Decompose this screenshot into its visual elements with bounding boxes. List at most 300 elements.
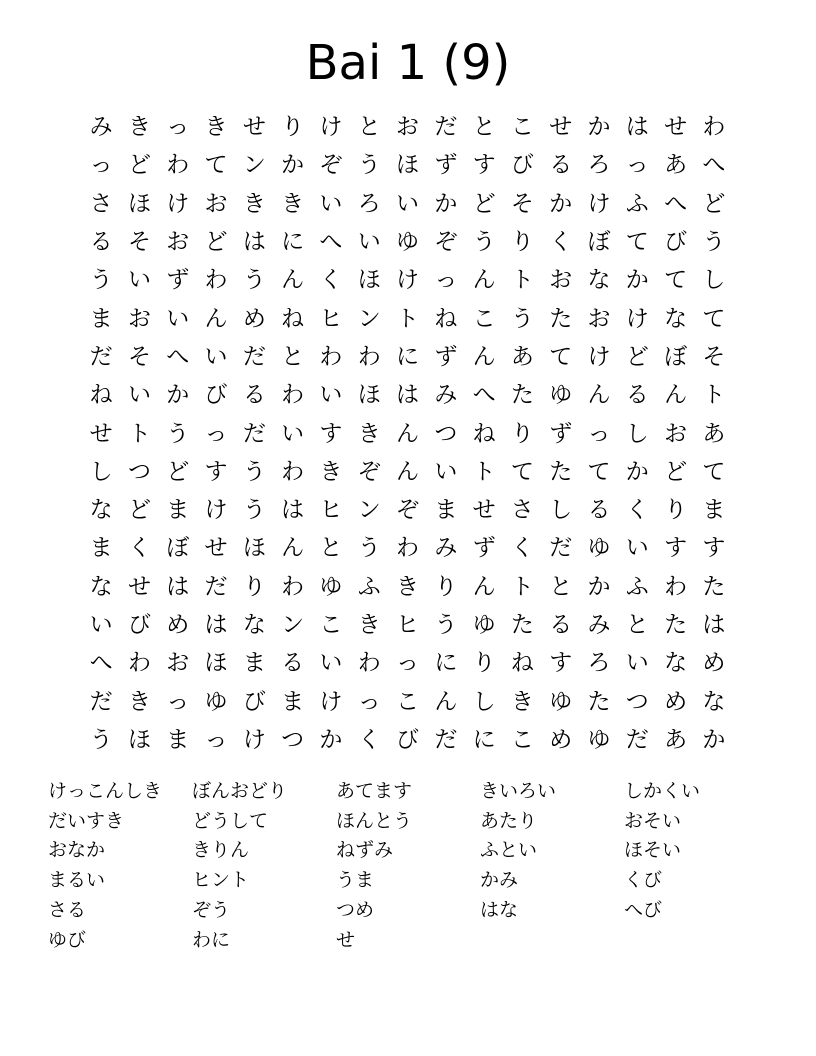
grid-cell[interactable]: は: [702, 612, 726, 638]
grid-cell[interactable]: ん: [281, 535, 305, 562]
grid-cell[interactable]: わ: [357, 650, 381, 677]
grid-cell[interactable]: て: [587, 458, 611, 485]
grid-cell[interactable]: そ: [127, 229, 151, 256]
grid-cell[interactable]: め: [166, 612, 190, 638]
grid-cell[interactable]: た: [549, 305, 573, 332]
grid-cell[interactable]: い: [319, 382, 343, 409]
grid-cell[interactable]: く: [549, 229, 573, 256]
grid-cell[interactable]: だ: [549, 535, 573, 562]
grid-cell[interactable]: だ: [242, 420, 266, 447]
grid-cell[interactable]: へ: [319, 229, 343, 256]
grid-cell[interactable]: ぞ: [357, 458, 381, 485]
grid-cell[interactable]: か: [625, 267, 649, 294]
grid-cell[interactable]: み: [587, 612, 611, 638]
grid-cell[interactable]: い: [357, 229, 381, 256]
grid-cell[interactable]: ほ: [357, 267, 381, 294]
grid-cell[interactable]: ど: [625, 343, 649, 370]
grid-cell[interactable]: け: [587, 190, 611, 217]
grid-cell[interactable]: は: [166, 573, 190, 600]
grid-cell[interactable]: わ: [396, 535, 420, 562]
grid-cell[interactable]: し: [549, 497, 573, 524]
grid-cell[interactable]: お: [166, 229, 190, 256]
grid-cell[interactable]: た: [664, 612, 688, 638]
grid-cell[interactable]: り: [281, 114, 305, 141]
grid-cell[interactable]: あ: [702, 420, 726, 447]
grid-cell[interactable]: そ: [702, 343, 726, 370]
grid-cell[interactable]: ど: [204, 229, 228, 256]
grid-cell[interactable]: た: [549, 458, 573, 485]
grid-cell[interactable]: ど: [472, 190, 496, 217]
grid-cell[interactable]: て: [625, 229, 649, 256]
grid-cell[interactable]: て: [664, 267, 688, 294]
grid-cell[interactable]: と: [472, 114, 496, 141]
grid-cell[interactable]: つ: [434, 420, 458, 447]
grid-row: [82, 529, 733, 567]
grid-cell[interactable]: せ: [89, 420, 113, 447]
grid-cell[interactable]: い: [89, 612, 113, 638]
grid-cell[interactable]: び: [664, 229, 688, 256]
grid-cell[interactable]: ず: [472, 535, 496, 562]
grid-cell[interactable]: ほ: [204, 650, 228, 677]
grid-cell[interactable]: わ: [357, 343, 381, 370]
grid-cell[interactable]: ど: [127, 497, 151, 524]
grid-cell[interactable]: ろ: [587, 152, 611, 179]
grid-cell[interactable]: ま: [702, 497, 726, 524]
grid-cell[interactable]: ん: [472, 573, 496, 600]
grid-cell[interactable]: っ: [204, 726, 228, 753]
grid-cell[interactable]: て: [702, 305, 726, 332]
grid-cell[interactable]: な: [242, 612, 266, 638]
grid-cell[interactable]: き: [357, 612, 381, 638]
grid-cell[interactable]: わ: [127, 650, 151, 677]
grid-cell[interactable]: い: [625, 650, 649, 677]
grid-cell[interactable]: わ: [204, 267, 228, 294]
grid-cell[interactable]: さ: [510, 497, 534, 524]
grid-cell[interactable]: き: [204, 114, 228, 141]
grid-cell[interactable]: ぼ: [587, 229, 611, 256]
grid-cell[interactable]: け: [625, 305, 649, 332]
grid-cell[interactable]: け: [204, 497, 228, 524]
grid-cell[interactable]: ど: [702, 190, 726, 217]
grid-cell[interactable]: み: [434, 535, 458, 562]
grid-cell[interactable]: な: [89, 573, 113, 600]
grid-cell[interactable]: い: [127, 267, 151, 294]
grid-cell[interactable]: わ: [702, 114, 726, 141]
grid-cell[interactable]: は: [396, 382, 420, 409]
grid-cell[interactable]: ゆ: [472, 612, 496, 638]
grid-cell[interactable]: わ: [281, 573, 305, 600]
grid-cell[interactable]: ね: [434, 305, 458, 332]
grid-cell[interactable]: い: [319, 190, 343, 217]
grid-cell[interactable]: と: [281, 343, 305, 370]
grid-cell[interactable]: せ: [242, 114, 266, 141]
grid-cell[interactable]: こ: [396, 688, 420, 715]
grid-cell[interactable]: お: [127, 305, 151, 332]
grid-cell[interactable]: ま: [166, 497, 190, 524]
grid-cell[interactable]: に: [281, 229, 305, 256]
grid-cell[interactable]: ま: [166, 726, 190, 753]
grid-cell[interactable]: ん: [396, 458, 420, 485]
grid-cell[interactable]: る: [625, 382, 649, 409]
grid-cell[interactable]: ト: [510, 573, 534, 600]
grid-cell[interactable]: だ: [204, 573, 228, 600]
grid-cell[interactable]: と: [319, 535, 343, 562]
grid-cell[interactable]: は: [281, 497, 305, 524]
grid-cell[interactable]: こ: [510, 726, 534, 753]
grid-cell[interactable]: く: [319, 267, 343, 294]
grid-cell[interactable]: あ: [664, 152, 688, 179]
grid-cell[interactable]: い: [166, 305, 190, 332]
word-item: ヒント: [192, 869, 250, 892]
grid-cell[interactable]: ま: [89, 535, 113, 562]
grid-cell[interactable]: ん: [396, 420, 420, 447]
grid-cell[interactable]: ゆ: [549, 688, 573, 715]
grid-cell[interactable]: へ: [89, 650, 113, 677]
grid-cell[interactable]: ゆ: [587, 535, 611, 562]
grid-cell[interactable]: あ: [664, 726, 688, 753]
grid-cell[interactable]: う: [166, 420, 190, 447]
grid-cell[interactable]: お: [587, 305, 611, 332]
grid-cell[interactable]: き: [319, 458, 343, 485]
grid-cell[interactable]: わ: [664, 573, 688, 600]
grid-cell[interactable]: た: [510, 612, 534, 638]
grid-cell[interactable]: な: [702, 688, 726, 715]
grid-cell[interactable]: し: [472, 688, 496, 715]
grid-cell[interactable]: す: [549, 650, 573, 677]
grid-cell[interactable]: き: [281, 190, 305, 217]
word-item: どうして: [192, 809, 269, 832]
grid-cell[interactable]: か: [319, 726, 343, 753]
grid-cell[interactable]: ず: [549, 420, 573, 447]
grid-cell[interactable]: け: [166, 190, 190, 217]
grid-cell[interactable]: う: [702, 229, 726, 256]
grid-cell[interactable]: ぞ: [434, 229, 458, 256]
word-column: [480, 777, 624, 955]
grid-cell[interactable]: ゆ: [549, 382, 573, 409]
grid-cell[interactable]: あ: [510, 343, 534, 370]
grid-cell[interactable]: へ: [472, 382, 496, 409]
grid-cell[interactable]: ろ: [587, 650, 611, 677]
grid-cell[interactable]: う: [242, 267, 266, 294]
word-item: ねずみ: [336, 839, 394, 862]
grid-cell[interactable]: め: [549, 726, 573, 753]
grid-cell[interactable]: う: [357, 535, 381, 562]
grid-cell[interactable]: ま: [434, 497, 458, 524]
grid-cell[interactable]: ん: [281, 267, 305, 294]
grid-cell[interactable]: り: [664, 497, 688, 524]
grid-cell[interactable]: い: [396, 190, 420, 217]
grid-cell[interactable]: は: [242, 229, 266, 256]
grid-cell[interactable]: く: [625, 497, 649, 524]
grid-cell[interactable]: ほ: [127, 726, 151, 753]
grid-cell[interactable]: く: [127, 535, 151, 562]
grid-cell[interactable]: に: [472, 726, 496, 753]
grid-cell[interactable]: き: [127, 688, 151, 715]
grid-cell[interactable]: ン: [357, 305, 381, 332]
grid-cell[interactable]: び: [204, 382, 228, 409]
grid-cell[interactable]: ほ: [357, 382, 381, 409]
grid-cell[interactable]: か: [625, 458, 649, 485]
grid-cell[interactable]: た: [702, 573, 726, 600]
grid-cell[interactable]: ふ: [357, 573, 381, 600]
grid-cell[interactable]: す: [702, 535, 726, 562]
grid-cell[interactable]: せ: [664, 114, 688, 141]
word-item: ぞう: [192, 898, 231, 921]
grid-cell[interactable]: に: [434, 650, 458, 677]
grid-cell[interactable]: だ: [434, 726, 458, 753]
grid-cell[interactable]: ン: [357, 497, 381, 524]
grid-cell[interactable]: る: [242, 382, 266, 409]
grid-cell[interactable]: ト: [396, 305, 420, 332]
grid-cell[interactable]: つ: [625, 688, 649, 715]
grid-cell[interactable]: ん: [587, 382, 611, 409]
grid-cell[interactable]: ん: [204, 305, 228, 332]
grid-cell[interactable]: く: [510, 535, 534, 562]
grid-cell[interactable]: ぼ: [166, 535, 190, 562]
grid-cell[interactable]: わ: [166, 152, 190, 179]
grid-cell[interactable]: り: [242, 573, 266, 600]
grid-cell[interactable]: お: [396, 114, 420, 141]
grid-cell[interactable]: ほ: [127, 190, 151, 217]
grid-cell[interactable]: ん: [472, 343, 496, 370]
grid-cell[interactable]: き: [127, 114, 151, 141]
grid-cell[interactable]: ど: [664, 458, 688, 485]
grid-cell[interactable]: か: [281, 152, 305, 179]
grid-cell[interactable]: て: [549, 343, 573, 370]
grid-cell[interactable]: め: [702, 650, 726, 677]
grid-cell[interactable]: ね: [510, 650, 534, 677]
grid-cell[interactable]: り: [472, 650, 496, 677]
grid-cell[interactable]: ぼ: [664, 343, 688, 370]
grid-cell[interactable]: わ: [319, 343, 343, 370]
grid-cell[interactable]: ま: [89, 305, 113, 332]
grid-cell[interactable]: り: [510, 420, 534, 447]
grid-cell[interactable]: ン: [281, 612, 305, 638]
grid-cell[interactable]: る: [549, 612, 573, 638]
grid-cell[interactable]: し: [625, 420, 649, 447]
grid-cell[interactable]: び: [127, 612, 151, 638]
grid-cell[interactable]: ね: [472, 420, 496, 447]
grid-cell[interactable]: す: [319, 420, 343, 447]
grid-cell[interactable]: み: [434, 382, 458, 409]
grid-cell[interactable]: く: [357, 726, 381, 753]
grid-cell[interactable]: な: [89, 497, 113, 524]
grid-cell[interactable]: っ: [396, 650, 420, 677]
grid-cell[interactable]: っ: [89, 152, 113, 179]
grid-cell[interactable]: と: [357, 114, 381, 141]
grid-cell[interactable]: る: [587, 497, 611, 524]
grid-cell[interactable]: ふ: [625, 190, 649, 217]
grid-cell[interactable]: ず: [166, 267, 190, 294]
grid-cell[interactable]: せ: [549, 114, 573, 141]
grid-cell[interactable]: き: [396, 573, 420, 600]
grid-cell[interactable]: ン: [242, 152, 266, 179]
grid-cell[interactable]: ほ: [242, 535, 266, 562]
grid-cell[interactable]: み: [89, 114, 113, 141]
grid-cell[interactable]: ト: [472, 458, 496, 485]
grid-cell[interactable]: そ: [127, 343, 151, 370]
grid-cell[interactable]: だ: [89, 343, 113, 370]
grid-cell[interactable]: め: [664, 688, 688, 715]
grid-cell[interactable]: っ: [357, 688, 381, 715]
grid-cell[interactable]: お: [549, 267, 573, 294]
grid-cell[interactable]: こ: [510, 114, 534, 141]
grid-cell[interactable]: は: [625, 114, 649, 141]
grid-cell[interactable]: ど: [127, 152, 151, 179]
grid-cell[interactable]: う: [434, 612, 458, 638]
grid-cell[interactable]: ヒ: [396, 612, 420, 638]
grid-cell[interactable]: へ: [702, 152, 726, 179]
grid-cell[interactable]: す: [472, 152, 496, 179]
grid-cell[interactable]: だ: [242, 343, 266, 370]
grid-cell[interactable]: っ: [434, 267, 458, 294]
letter-grid[interactable]: [82, 108, 733, 759]
grid-cell[interactable]: て: [702, 458, 726, 485]
grid-cell[interactable]: ト: [510, 267, 534, 294]
grid-cell[interactable]: い: [127, 382, 151, 409]
grid-cell[interactable]: ん: [434, 688, 458, 715]
grid-cell[interactable]: き: [242, 190, 266, 217]
grid-cell[interactable]: わ: [281, 458, 305, 485]
grid-cell[interactable]: か: [434, 190, 458, 217]
grid-cell[interactable]: ん: [472, 267, 496, 294]
grid-cell[interactable]: け: [396, 267, 420, 294]
grid-cell[interactable]: う: [472, 229, 496, 256]
grid-cell[interactable]: ま: [242, 650, 266, 677]
grid-cell[interactable]: う: [242, 497, 266, 524]
grid-cell[interactable]: ゆ: [396, 229, 420, 256]
grid-cell[interactable]: ま: [281, 688, 305, 715]
grid-cell[interactable]: と: [625, 612, 649, 638]
grid-cell[interactable]: っ: [587, 420, 611, 447]
grid-cell[interactable]: ね: [281, 305, 305, 332]
grid-cell[interactable]: せ: [127, 573, 151, 600]
grid-cell[interactable]: お: [166, 650, 190, 677]
grid-cell[interactable]: つ: [281, 726, 305, 753]
grid-cell[interactable]: る: [89, 229, 113, 256]
grid-cell[interactable]: る: [549, 152, 573, 179]
grid-cell[interactable]: わ: [281, 382, 305, 409]
grid-cell[interactable]: ト: [127, 420, 151, 447]
grid-cell[interactable]: め: [242, 305, 266, 332]
grid-cell[interactable]: だ: [89, 688, 113, 715]
grid-cell[interactable]: け: [319, 688, 343, 715]
grid-cell[interactable]: り: [434, 573, 458, 600]
grid-cell[interactable]: か: [702, 726, 726, 753]
grid-cell[interactable]: せ: [204, 535, 228, 562]
grid-cell[interactable]: き: [510, 688, 534, 715]
grid-cell[interactable]: て: [510, 458, 534, 485]
grid-row: [82, 682, 733, 720]
grid-cell[interactable]: な: [587, 267, 611, 294]
grid-cell[interactable]: か: [549, 190, 573, 217]
page-title: Bai 1 (9): [305, 35, 511, 91]
grid-cell[interactable]: に: [396, 343, 420, 370]
grid-cell[interactable]: い: [625, 535, 649, 562]
grid-cell[interactable]: ヒ: [319, 497, 343, 524]
grid-cell[interactable]: し: [702, 267, 726, 294]
grid-cell[interactable]: ど: [166, 458, 190, 485]
grid-cell[interactable]: せ: [472, 497, 496, 524]
grid-cell[interactable]: す: [204, 458, 228, 485]
grid-cell[interactable]: び: [510, 152, 534, 179]
grid-cell[interactable]: け: [242, 726, 266, 753]
grid-cell[interactable]: ぞ: [396, 497, 420, 524]
grid-cell[interactable]: ん: [664, 382, 688, 409]
grid-row: [82, 453, 733, 491]
grid-cell[interactable]: け: [319, 114, 343, 141]
grid-cell[interactable]: っ: [625, 152, 649, 179]
grid-cell[interactable]: る: [281, 650, 305, 677]
grid-cell[interactable]: て: [204, 152, 228, 179]
grid-cell[interactable]: う: [510, 305, 534, 332]
grid-cell[interactable]: う: [357, 152, 381, 179]
grid-cell[interactable]: こ: [472, 305, 496, 332]
grid-cell[interactable]: へ: [166, 343, 190, 370]
grid-cell[interactable]: た: [510, 382, 534, 409]
grid-cell[interactable]: お: [664, 420, 688, 447]
grid-cell[interactable]: い: [204, 343, 228, 370]
grid-cell[interactable]: た: [587, 688, 611, 715]
grid-cell[interactable]: な: [664, 305, 688, 332]
grid-cell[interactable]: び: [396, 726, 420, 753]
grid-cell[interactable]: そ: [510, 190, 534, 217]
grid-cell[interactable]: ト: [702, 382, 726, 409]
grid-cell[interactable]: か: [166, 382, 190, 409]
grid-cell[interactable]: う: [89, 267, 113, 294]
grid-cell[interactable]: っ: [166, 688, 190, 715]
grid-cell[interactable]: さ: [89, 190, 113, 217]
grid-cell[interactable]: す: [664, 535, 688, 562]
grid-cell[interactable]: ろ: [357, 190, 381, 217]
grid-cell[interactable]: ほ: [396, 152, 420, 179]
grid-cell[interactable]: ゆ: [319, 573, 343, 600]
grid-cell[interactable]: つ: [127, 458, 151, 485]
grid-cell[interactable]: い: [434, 458, 458, 485]
grid-cell[interactable]: だ: [625, 726, 649, 753]
grid-cell[interactable]: し: [89, 458, 113, 485]
grid-cell[interactable]: い: [319, 650, 343, 677]
grid-cell[interactable]: り: [510, 229, 534, 256]
grid-cell[interactable]: か: [587, 573, 611, 600]
grid-cell[interactable]: ゆ: [587, 726, 611, 753]
grid-cell[interactable]: な: [664, 650, 688, 677]
grid-cell[interactable]: け: [587, 343, 611, 370]
grid-cell[interactable]: は: [204, 612, 228, 638]
grid-cell[interactable]: ね: [89, 382, 113, 409]
grid-cell[interactable]: っ: [204, 420, 228, 447]
grid-cell[interactable]: い: [281, 420, 305, 447]
grid-cell[interactable]: う: [89, 726, 113, 753]
grid-cell[interactable]: ぞ: [319, 152, 343, 179]
grid-cell[interactable]: ゆ: [204, 688, 228, 715]
grid-cell[interactable]: ず: [434, 343, 458, 370]
grid-cell[interactable]: っ: [166, 114, 190, 141]
grid-cell[interactable]: こ: [319, 612, 343, 638]
grid-cell[interactable]: だ: [434, 114, 458, 141]
grid-cell[interactable]: び: [242, 688, 266, 715]
grid-cell[interactable]: お: [204, 190, 228, 217]
grid-cell[interactable]: ヒ: [319, 305, 343, 332]
grid-cell[interactable]: へ: [664, 190, 688, 217]
grid-cell[interactable]: ふ: [625, 573, 649, 600]
grid-cell[interactable]: ず: [434, 152, 458, 179]
grid-cell[interactable]: と: [549, 573, 573, 600]
grid-cell[interactable]: き: [357, 420, 381, 447]
grid-cell[interactable]: か: [587, 114, 611, 141]
grid-cell[interactable]: う: [242, 458, 266, 485]
word-item: へび: [624, 898, 663, 921]
